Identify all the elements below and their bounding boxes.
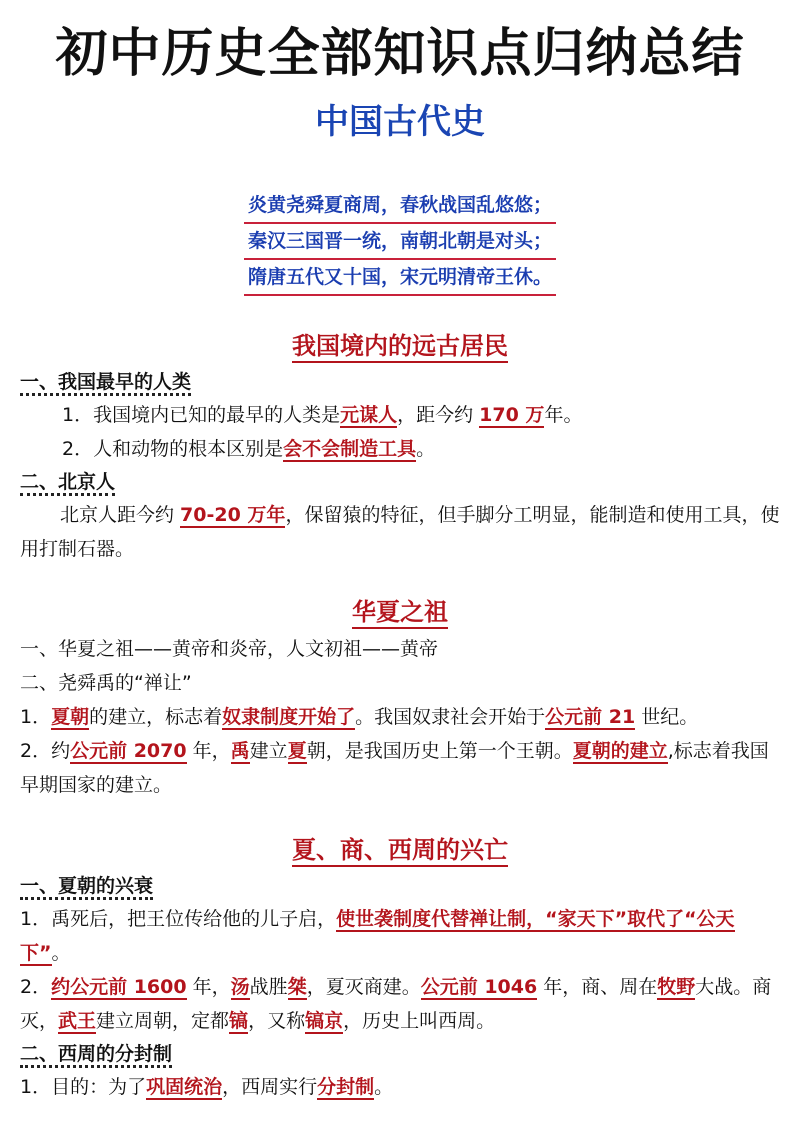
highlight: 桀	[287, 976, 307, 998]
highlight: 夏朝的建立	[572, 740, 668, 762]
text-run: 年，	[186, 740, 231, 762]
text-run: 年，商、周在	[537, 976, 658, 998]
paragraph	[20, 1070, 782, 1104]
highlight: 镐京	[305, 1010, 344, 1032]
sub-heading-text: 一、夏朝的兴衰	[20, 875, 153, 900]
paragraph	[62, 432, 782, 466]
text-run: 2．	[20, 976, 52, 998]
text-run: 。	[374, 1076, 394, 1098]
highlight: 禹	[230, 740, 250, 762]
text-run: 战胜	[249, 976, 288, 998]
text-run: 年，	[186, 976, 231, 998]
highlight: 奴隶制度开始了	[222, 706, 356, 728]
highlight: 公元前 21	[545, 706, 636, 728]
text-run: ，又称	[248, 1010, 306, 1032]
section-title-text: 华夏之祖	[352, 598, 448, 629]
highlight: 夏	[287, 740, 307, 762]
text-run: 建立周朝，定都	[96, 1010, 230, 1032]
sub-heading	[20, 468, 115, 496]
text-run: 朝，是我国历史上第一个王朝。	[306, 740, 573, 762]
highlight: 镐	[229, 1010, 249, 1032]
section-title	[0, 596, 800, 628]
highlight: 使世袭制度代替禅让制，“家天下”取代了“公天下”	[20, 908, 735, 964]
highlight: 170 万	[479, 404, 545, 426]
text-run: ，西周实行	[222, 1076, 318, 1098]
highlight: 约公元前 1600	[51, 976, 187, 998]
highlight: 会不会制造工具	[283, 438, 417, 460]
highlight: 巩固统治	[146, 1076, 223, 1098]
sub-heading	[20, 368, 191, 396]
paragraph	[20, 902, 782, 970]
text-run: 1．目的：为了	[20, 1076, 147, 1098]
text-run: 。	[416, 438, 436, 460]
paragraph	[20, 970, 782, 1038]
text-run: 大战。商灭，	[20, 976, 772, 1032]
section-title-text: 夏、商、西周的兴亡	[292, 836, 508, 867]
poem-line: 炎黄尧舜夏商周，春秋战国乱悠悠；	[244, 188, 556, 224]
text-run: ，历史上叫西周。	[343, 1010, 496, 1032]
text-run: 1．我国境内已知的最早的人类是	[62, 404, 341, 426]
highlight: 牧野	[657, 976, 696, 998]
sub-heading-text: 二、北京人	[20, 471, 115, 496]
text-run: 。我国奴隶社会开始于	[355, 706, 546, 728]
page-subtitle: 中国古代史	[315, 102, 485, 142]
highlight: 武王	[58, 1010, 97, 1032]
section-title	[0, 330, 800, 362]
highlight: 元谋人	[340, 404, 398, 426]
text-run: 建立	[249, 740, 288, 762]
highlight: 公元前 1046	[420, 976, 538, 998]
sub-heading	[20, 872, 153, 900]
paragraph	[20, 734, 782, 802]
poem-line: 秦汉三国晋一统，南朝北朝是对头；	[244, 224, 556, 260]
sub-heading-text: 一、我国最早的人类	[20, 371, 191, 396]
poem-line: 隋唐五代又十国，宋元明清帝王休。	[244, 260, 556, 296]
text-run: 北京人距今约	[60, 504, 181, 526]
sub-heading	[20, 1040, 172, 1068]
paragraph	[20, 700, 782, 734]
text-run: ，夏灭商建。	[306, 976, 421, 998]
text-run: ，距今约	[397, 404, 480, 426]
text-run: 。	[51, 942, 71, 964]
section-title	[0, 834, 800, 866]
highlight: 70-20 万年	[180, 504, 286, 526]
highlight: 夏朝	[51, 706, 90, 728]
text-run: 世纪。	[635, 706, 699, 728]
highlight: 分封制	[317, 1076, 375, 1098]
highlight: 汤	[230, 976, 250, 998]
page-title: 初中历史全部知识点归纳总结	[55, 24, 745, 84]
text-run: 1．禹死后，把王位传给他的儿子启，	[20, 908, 337, 930]
text-run: 的建立，标志着	[89, 706, 223, 728]
text-run: ,标志着我国早期国家的建立。	[20, 740, 769, 796]
section-title-text: 我国境内的远古居民	[292, 332, 508, 363]
text-run: 年。	[544, 404, 583, 426]
highlight: 公元前 2070	[70, 740, 187, 762]
text-run: 2．约	[20, 740, 71, 762]
paragraph	[62, 398, 782, 432]
paragraph: 一、华夏之祖——黄帝和炎帝，人文初祖——黄帝	[20, 638, 439, 660]
dynasty-poem	[0, 188, 800, 296]
paragraph: 二、尧舜禹的“禅让”	[20, 672, 192, 694]
sub-heading-text: 二、西周的分封制	[20, 1043, 172, 1068]
text-run: ，保留猿的特征，但手脚分工明显，能制造和使用工具，使用打制石器。	[20, 504, 780, 560]
text-run: 1．	[20, 706, 52, 728]
paragraph	[20, 498, 782, 566]
text-run: 2．人和动物的根本区别是	[62, 438, 284, 460]
